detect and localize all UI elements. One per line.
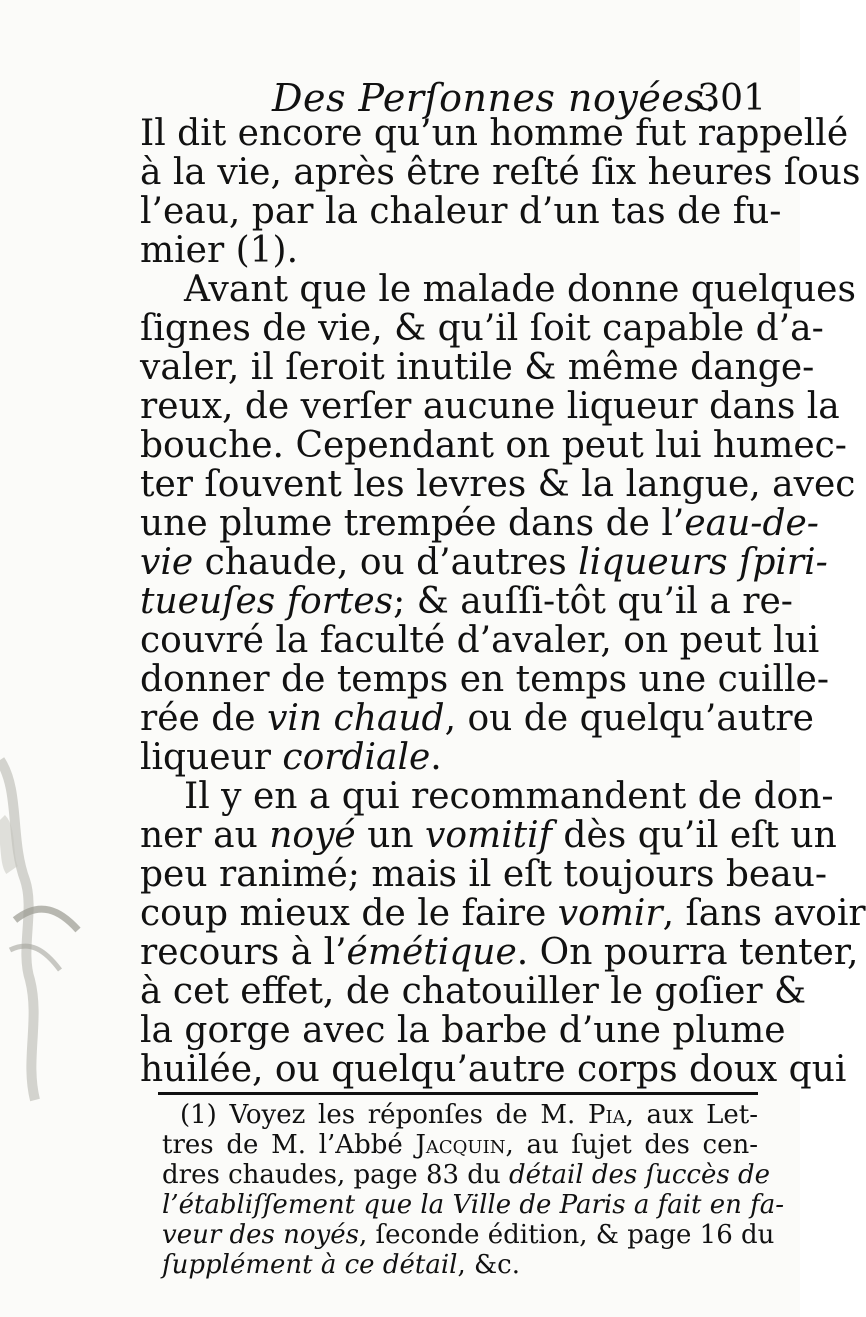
text-segment: dres chaudes, page 83 du — [162, 1160, 509, 1190]
text-line — [140, 347, 815, 388]
text-line — [140, 776, 834, 817]
text-segment: une plume trempée dans de l’ — [140, 503, 685, 544]
text-segment: vie — [140, 542, 194, 583]
text-segment: recours à l’ — [140, 932, 347, 973]
binding-thread-stain — [0, 720, 95, 1140]
text-segment: couvré la faculté d’avaler, on peut lui — [140, 620, 820, 661]
text-segment: ſignes de vie, & qu’il ſoit capable d’a- — [140, 308, 824, 349]
text-segment: Il dit encore qu’un homme fut rappellé — [140, 113, 849, 154]
text-segment: , ſans avoir — [662, 893, 866, 934]
text-line — [140, 1010, 786, 1051]
page-number: 301 — [697, 78, 766, 119]
text-segment: eau-de- — [684, 503, 819, 544]
footnote-line — [162, 1190, 785, 1220]
footnote-line — [162, 1250, 758, 1280]
text-segment: Il y en a qui recommandent de don- — [184, 776, 834, 817]
text-segment: Avant que le malade donne quelques — [184, 269, 856, 310]
text-segment: reux, de verſer aucune liqueur dans la — [140, 386, 840, 427]
text-line — [140, 542, 828, 583]
text-segment: , &c. — [457, 1250, 520, 1280]
text-segment: Pia — [587, 1100, 626, 1130]
text-line — [140, 152, 861, 193]
text-line — [140, 269, 856, 310]
text-segment: l’établiſſement que la Ville de Paris a fait en fa- — [162, 1190, 785, 1220]
text-segment: . — [430, 737, 442, 778]
text-line — [140, 503, 819, 544]
text-line — [140, 191, 782, 232]
text-line — [140, 581, 793, 622]
text-segment: détail des ſuccès de — [508, 1160, 770, 1190]
text-line — [140, 659, 829, 700]
text-line — [140, 113, 849, 154]
text-segment: tres de M. l’Abbé — [162, 1130, 416, 1160]
text-segment: noyé — [269, 815, 356, 856]
text-line — [140, 815, 837, 856]
text-segment: . On pourra tenter, — [516, 932, 859, 973]
text-segment: liqueurs ſpiri- — [578, 542, 828, 583]
text-segment: Jacquin — [415, 1130, 506, 1160]
text-line — [140, 620, 820, 661]
text-segment: dès qu’il eſt un — [551, 815, 837, 856]
text-segment: ſupplément à ce détail — [162, 1250, 458, 1280]
text-segment: (1) Voyez les réponſes de M. — [180, 1100, 588, 1130]
text-segment: , au ſujet des cen- — [505, 1130, 758, 1160]
text-segment: donner de temps en temps une cuille- — [140, 659, 829, 700]
text-segment: ter ſouvent les levres & la langue, avec — [140, 464, 856, 505]
text-segment: ; & auſſi-tôt qu’il a re- — [393, 581, 793, 622]
footnote-line — [162, 1130, 758, 1160]
footnote-line — [162, 1100, 758, 1130]
text-segment: à cet effet, de chatouiller le goſier & — [140, 971, 807, 1012]
text-segment: cordiale — [282, 737, 431, 778]
footnote-rule — [158, 1092, 758, 1095]
footnote-line — [162, 1220, 775, 1250]
text-line — [140, 893, 866, 934]
text-line — [140, 464, 856, 505]
body-text — [140, 113, 866, 1090]
text-line — [140, 1049, 847, 1090]
text-segment: mier (1). — [140, 230, 299, 271]
footnote-line — [162, 1160, 770, 1190]
text-segment: , ou de quelqu’autre — [444, 698, 814, 739]
text-line — [140, 231, 755, 270]
text-line — [140, 698, 814, 739]
text-segment: rée de — [140, 698, 268, 739]
text-line — [140, 425, 847, 466]
text-segment: à la vie, après être reſté ſix heures ſous — [140, 152, 861, 193]
text-segment: la gorge avec la barbe d’une plume — [140, 1010, 786, 1051]
text-segment: valer, il ſeroit inutile & même dange- — [140, 347, 815, 388]
text-line — [140, 738, 755, 777]
text-line — [140, 854, 828, 895]
text-segment: vomir — [557, 893, 663, 934]
text-segment: un — [355, 815, 426, 856]
text-segment: coup mieux de le faire — [140, 893, 558, 934]
text-line — [140, 308, 824, 349]
text-segment: bouche. Cependant on peut lui humec- — [140, 425, 847, 466]
text-line — [140, 932, 859, 973]
footnote — [162, 1100, 785, 1280]
text-segment: émétique — [346, 932, 517, 973]
text-segment: huilée, ou quelqu’autre corps doux qui — [140, 1049, 847, 1090]
text-segment: liqueur — [140, 737, 283, 778]
text-segment: veur des noyés — [162, 1220, 359, 1250]
text-segment: , aux Let- — [625, 1100, 758, 1130]
running-title: Des Perſonnes noyées. — [272, 76, 717, 120]
text-line — [140, 386, 840, 427]
text-segment: vomitif — [425, 815, 552, 856]
text-segment: ner au — [140, 815, 270, 856]
text-segment: , ſeconde édition, & page 16 du — [358, 1220, 775, 1250]
text-segment: vin chaud — [267, 698, 445, 739]
text-segment: peu ranimé; mais il eſt toujours beau- — [140, 854, 828, 895]
text-segment: chaude, ou d’autres — [193, 542, 579, 583]
text-line — [140, 971, 807, 1012]
text-segment: l’eau, par la chaleur d’un tas de fu- — [140, 191, 782, 232]
text-segment: tueuſes fortes — [140, 581, 394, 622]
